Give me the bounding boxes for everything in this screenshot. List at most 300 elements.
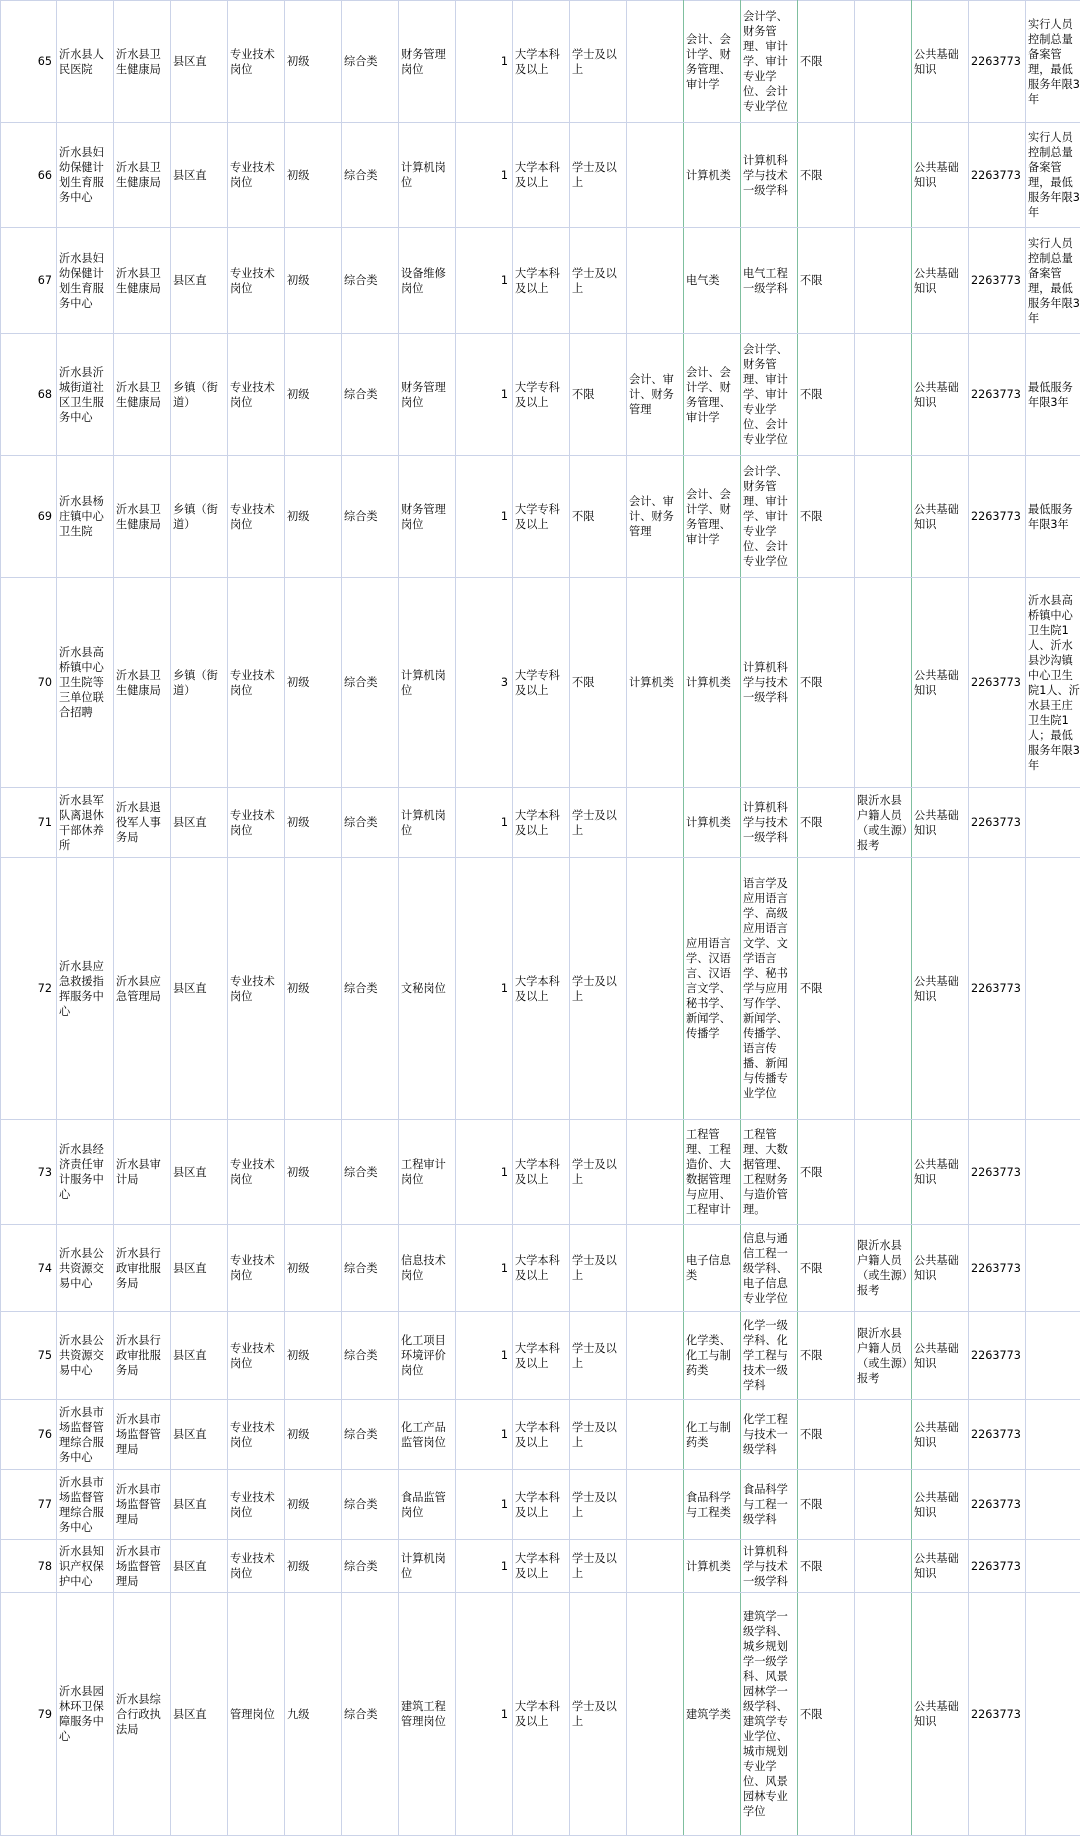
- hire-count-cell: 1: [456, 1225, 513, 1312]
- unit-level-cell: 县区直: [171, 1540, 228, 1593]
- post-category-cell: 专业技术岗位: [228, 123, 285, 228]
- degree-requirement-cell: 学士及以上: [570, 1470, 627, 1540]
- exam-subject-cell: 公共基础知识: [912, 334, 969, 456]
- degree-requirement-cell: 不限: [570, 578, 627, 788]
- post-name-cell: 工程审计岗位: [399, 1120, 456, 1225]
- exam-subject-cell: 公共基础知识: [912, 1312, 969, 1400]
- hire-count-cell: 1: [456, 788, 513, 858]
- major-master-cell: 会计学、财务管理、审计学、审计专业学位、会计专业学位: [741, 456, 798, 578]
- row-number-cell: 77: [1, 1470, 57, 1540]
- exam-subject-cell: 公共基础知识: [912, 1, 969, 123]
- major-junior-college-cell: [627, 1593, 684, 1836]
- major-bachelor-cell: 会计、会计学、财务管理、审计学: [684, 456, 741, 578]
- degree-requirement-cell: 不限: [570, 456, 627, 578]
- hire-count-cell: 1: [456, 1593, 513, 1836]
- major-master-cell: 食品科学与工程一级学科: [741, 1470, 798, 1540]
- post-grade-cell: 初级: [285, 1225, 342, 1312]
- degree-requirement-cell: 学士及以上: [570, 123, 627, 228]
- supervising-dept-cell: 沂水县卫生健康局: [114, 334, 171, 456]
- hiring-unit-cell: 沂水县知识产权保护中心: [57, 1540, 114, 1593]
- residency-requirement-cell: [855, 578, 912, 788]
- exam-subject-cell: 公共基础知识: [912, 456, 969, 578]
- degree-requirement-cell: 学士及以上: [570, 1312, 627, 1400]
- post-type-cell: 综合类: [342, 1120, 399, 1225]
- contact-phone-cell: 2263773: [969, 1225, 1026, 1312]
- degree-requirement-cell: 学士及以上: [570, 1120, 627, 1225]
- unit-level-cell: 乡镇（街道）: [171, 578, 228, 788]
- hiring-unit-cell: 沂水县杨庄镇中心卫生院: [57, 456, 114, 578]
- major-junior-college-cell: [627, 1225, 684, 1312]
- row-number-cell: 75: [1, 1312, 57, 1400]
- residency-requirement-cell: [855, 1120, 912, 1225]
- contact-phone-cell: 2263773: [969, 228, 1026, 334]
- table-row: [1, 1225, 1080, 1312]
- table-row: [1, 1593, 1080, 1836]
- major-junior-college-cell: [627, 1120, 684, 1225]
- exam-subject-cell: 公共基础知识: [912, 1400, 969, 1470]
- hire-count-cell: 1: [456, 1400, 513, 1470]
- hiring-unit-cell: 沂水县公共资源交易中心: [57, 1225, 114, 1312]
- exam-subject-cell: 公共基础知识: [912, 788, 969, 858]
- major-bachelor-cell: 化学类、化工与制药类: [684, 1312, 741, 1400]
- major-master-cell: 会计学、财务管理、审计学、审计专业学位、会计专业学位: [741, 1, 798, 123]
- contact-phone-cell: 2263773: [969, 578, 1026, 788]
- residency-requirement-cell: 限沂水县户籍人员（或生源）报考: [855, 1312, 912, 1400]
- hire-count-cell: 1: [456, 123, 513, 228]
- major-bachelor-cell: 会计、会计学、财务管理、审计学: [684, 1, 741, 123]
- hiring-unit-cell: 沂水县应急救援指挥服务中心: [57, 858, 114, 1120]
- supervising-dept-cell: 沂水县卫生健康局: [114, 228, 171, 334]
- remarks-cell: [1026, 788, 1080, 858]
- supervising-dept-cell: 沂水县审计局: [114, 1120, 171, 1225]
- major-junior-college-cell: [627, 1312, 684, 1400]
- hire-count-cell: 1: [456, 1540, 513, 1593]
- remarks-cell: [1026, 1312, 1080, 1400]
- post-grade-cell: 初级: [285, 1120, 342, 1225]
- hiring-unit-cell: 沂水县妇幼保健计划生育服务中心: [57, 228, 114, 334]
- remarks-cell: 实行人员控制总量备案管理，最低服务年限3年: [1026, 123, 1080, 228]
- table-row: [1, 228, 1080, 334]
- unit-level-cell: 乡镇（街道）: [171, 334, 228, 456]
- post-grade-cell: 初级: [285, 123, 342, 228]
- residency-requirement-cell: [855, 334, 912, 456]
- post-grade-cell: 初级: [285, 1, 342, 123]
- supervising-dept-cell: 沂水县卫生健康局: [114, 1, 171, 123]
- exam-subject-cell: 公共基础知识: [912, 1120, 969, 1225]
- other-requirement-cell: 不限: [798, 228, 855, 334]
- post-type-cell: 综合类: [342, 858, 399, 1120]
- major-junior-college-cell: [627, 788, 684, 858]
- remarks-cell: [1026, 858, 1080, 1120]
- post-category-cell: 专业技术岗位: [228, 456, 285, 578]
- major-bachelor-cell: 会计、会计学、财务管理、审计学: [684, 334, 741, 456]
- table-body: [1, 1, 1080, 1836]
- education-requirement-cell: 大学本科及以上: [513, 1400, 570, 1470]
- supervising-dept-cell: 沂水县市场监督管理局: [114, 1470, 171, 1540]
- post-category-cell: 专业技术岗位: [228, 1540, 285, 1593]
- education-requirement-cell: 大学本科及以上: [513, 1540, 570, 1593]
- hiring-unit-cell: 沂水县园林环卫保障服务中心: [57, 1593, 114, 1836]
- post-type-cell: 综合类: [342, 1470, 399, 1540]
- row-number-cell: 65: [1, 1, 57, 123]
- post-grade-cell: 初级: [285, 858, 342, 1120]
- degree-requirement-cell: 不限: [570, 334, 627, 456]
- major-bachelor-cell: 电子信息类: [684, 1225, 741, 1312]
- unit-level-cell: 县区直: [171, 788, 228, 858]
- other-requirement-cell: 不限: [798, 788, 855, 858]
- hire-count-cell: 1: [456, 858, 513, 1120]
- supervising-dept-cell: 沂水县综合行政执法局: [114, 1593, 171, 1836]
- other-requirement-cell: 不限: [798, 334, 855, 456]
- major-bachelor-cell: 计算机类: [684, 788, 741, 858]
- contact-phone-cell: 2263773: [969, 1120, 1026, 1225]
- unit-level-cell: 乡镇（街道）: [171, 456, 228, 578]
- education-requirement-cell: 大学本科及以上: [513, 1593, 570, 1836]
- education-requirement-cell: 大学本科及以上: [513, 228, 570, 334]
- major-master-cell: 语言学及应用语言学、高级应用语言文学、文学语言学、秘书学与应用写作学、新闻学、传播学、语言传播、新闻与传播专业学位: [741, 858, 798, 1120]
- major-bachelor-cell: 工程管理、工程造价、大数据管理与应用、工程审计: [684, 1120, 741, 1225]
- post-category-cell: 专业技术岗位: [228, 1, 285, 123]
- table-row: [1, 578, 1080, 788]
- unit-level-cell: 县区直: [171, 228, 228, 334]
- exam-subject-cell: 公共基础知识: [912, 858, 969, 1120]
- hiring-unit-cell: 沂水县市场监督管理综合服务中心: [57, 1470, 114, 1540]
- post-type-cell: 综合类: [342, 123, 399, 228]
- degree-requirement-cell: 学士及以上: [570, 1400, 627, 1470]
- remarks-cell: 沂水县高桥镇中心卫生院1人、沂水县沙沟镇中心卫生院1人、沂水县王庄卫生院1人；最低服务年限3年: [1026, 578, 1080, 788]
- row-number-cell: 68: [1, 334, 57, 456]
- major-bachelor-cell: 计算机类: [684, 123, 741, 228]
- post-name-cell: 食品监管岗位: [399, 1470, 456, 1540]
- major-junior-college-cell: [627, 1, 684, 123]
- residency-requirement-cell: [855, 123, 912, 228]
- residency-requirement-cell: [855, 1593, 912, 1836]
- unit-level-cell: 县区直: [171, 1593, 228, 1836]
- exam-subject-cell: 公共基础知识: [912, 1593, 969, 1836]
- table-row: [1, 858, 1080, 1120]
- education-requirement-cell: 大学本科及以上: [513, 1470, 570, 1540]
- residency-requirement-cell: 限沂水县户籍人员（或生源）报考: [855, 788, 912, 858]
- other-requirement-cell: 不限: [798, 1312, 855, 1400]
- table-row: [1, 788, 1080, 858]
- residency-requirement-cell: [855, 858, 912, 1120]
- other-requirement-cell: 不限: [798, 1, 855, 123]
- major-junior-college-cell: 计算机类: [627, 578, 684, 788]
- major-master-cell: 计算机科学与技术一级学科: [741, 123, 798, 228]
- hire-count-cell: 1: [456, 1312, 513, 1400]
- post-type-cell: 综合类: [342, 1593, 399, 1836]
- degree-requirement-cell: 学士及以上: [570, 1540, 627, 1593]
- degree-requirement-cell: 学士及以上: [570, 788, 627, 858]
- major-master-cell: 计算机科学与技术一级学科: [741, 578, 798, 788]
- unit-level-cell: 县区直: [171, 1312, 228, 1400]
- other-requirement-cell: 不限: [798, 123, 855, 228]
- contact-phone-cell: 2263773: [969, 858, 1026, 1120]
- post-type-cell: 综合类: [342, 1540, 399, 1593]
- post-type-cell: 综合类: [342, 788, 399, 858]
- other-requirement-cell: 不限: [798, 1593, 855, 1836]
- contact-phone-cell: 2263773: [969, 1400, 1026, 1470]
- major-junior-college-cell: 会计、审计、财务管理: [627, 456, 684, 578]
- remarks-cell: [1026, 1470, 1080, 1540]
- hire-count-cell: 3: [456, 578, 513, 788]
- major-bachelor-cell: 计算机类: [684, 1540, 741, 1593]
- unit-level-cell: 县区直: [171, 1470, 228, 1540]
- hire-count-cell: 1: [456, 1120, 513, 1225]
- post-category-cell: 专业技术岗位: [228, 578, 285, 788]
- hire-count-cell: 1: [456, 1470, 513, 1540]
- supervising-dept-cell: 沂水县应急管理局: [114, 858, 171, 1120]
- hiring-unit-cell: 沂水县人民医院: [57, 1, 114, 123]
- row-number-cell: 69: [1, 456, 57, 578]
- row-number-cell: 73: [1, 1120, 57, 1225]
- post-name-cell: 建筑工程管理岗位: [399, 1593, 456, 1836]
- remarks-cell: [1026, 1400, 1080, 1470]
- contact-phone-cell: 2263773: [969, 1540, 1026, 1593]
- remarks-cell: 实行人员控制总量备案管理，最低服务年限3年: [1026, 1, 1080, 123]
- other-requirement-cell: 不限: [798, 858, 855, 1120]
- major-master-cell: 化学一级学科、化学工程与技术一级学科: [741, 1312, 798, 1400]
- post-grade-cell: 九级: [285, 1593, 342, 1836]
- post-type-cell: 综合类: [342, 1225, 399, 1312]
- post-name-cell: 计算机岗位: [399, 788, 456, 858]
- post-category-cell: 专业技术岗位: [228, 1312, 285, 1400]
- major-junior-college-cell: 会计、审计、财务管理: [627, 334, 684, 456]
- post-name-cell: 计算机岗位: [399, 123, 456, 228]
- hiring-unit-cell: 沂水县高桥镇中心卫生院等三单位联合招聘: [57, 578, 114, 788]
- other-requirement-cell: 不限: [798, 578, 855, 788]
- table-row: [1, 1, 1080, 123]
- major-master-cell: 计算机科学与技术一级学科: [741, 1540, 798, 1593]
- remarks-cell: [1026, 1540, 1080, 1593]
- major-master-cell: 计算机科学与技术一级学科: [741, 788, 798, 858]
- post-category-cell: 管理岗位: [228, 1593, 285, 1836]
- other-requirement-cell: 不限: [798, 1400, 855, 1470]
- major-master-cell: 工程管理、大数据管理、工程财务与造价管理。: [741, 1120, 798, 1225]
- row-number-cell: 71: [1, 788, 57, 858]
- post-grade-cell: 初级: [285, 456, 342, 578]
- exam-subject-cell: 公共基础知识: [912, 1540, 969, 1593]
- other-requirement-cell: 不限: [798, 456, 855, 578]
- unit-level-cell: 县区直: [171, 123, 228, 228]
- hiring-unit-cell: 沂水县沂城街道社区卫生服务中心: [57, 334, 114, 456]
- contact-phone-cell: 2263773: [969, 1470, 1026, 1540]
- post-grade-cell: 初级: [285, 1400, 342, 1470]
- education-requirement-cell: 大学本科及以上: [513, 788, 570, 858]
- table-row: [1, 1120, 1080, 1225]
- post-grade-cell: 初级: [285, 578, 342, 788]
- major-junior-college-cell: [627, 228, 684, 334]
- major-junior-college-cell: [627, 123, 684, 228]
- post-category-cell: 专业技术岗位: [228, 1400, 285, 1470]
- hiring-unit-cell: 沂水县妇幼保健计划生育服务中心: [57, 123, 114, 228]
- row-number-cell: 67: [1, 228, 57, 334]
- major-junior-college-cell: [627, 1470, 684, 1540]
- unit-level-cell: 县区直: [171, 1225, 228, 1312]
- post-name-cell: 计算机岗位: [399, 578, 456, 788]
- unit-level-cell: 县区直: [171, 1400, 228, 1470]
- education-requirement-cell: 大学本科及以上: [513, 1120, 570, 1225]
- post-type-cell: 综合类: [342, 1312, 399, 1400]
- major-bachelor-cell: 食品科学与工程类: [684, 1470, 741, 1540]
- table-row: [1, 334, 1080, 456]
- post-grade-cell: 初级: [285, 788, 342, 858]
- supervising-dept-cell: 沂水县市场监督管理局: [114, 1540, 171, 1593]
- supervising-dept-cell: 沂水县卫生健康局: [114, 123, 171, 228]
- residency-requirement-cell: 限沂水县户籍人员（或生源）报考: [855, 1225, 912, 1312]
- unit-level-cell: 县区直: [171, 1120, 228, 1225]
- remarks-cell: 最低服务年限3年: [1026, 456, 1080, 578]
- major-bachelor-cell: 化工与制药类: [684, 1400, 741, 1470]
- contact-phone-cell: 2263773: [969, 334, 1026, 456]
- post-name-cell: 财务管理岗位: [399, 334, 456, 456]
- post-name-cell: 文秘岗位: [399, 858, 456, 1120]
- major-master-cell: 电气工程一级学科: [741, 228, 798, 334]
- exam-subject-cell: 公共基础知识: [912, 1225, 969, 1312]
- supervising-dept-cell: 沂水县市场监督管理局: [114, 1400, 171, 1470]
- degree-requirement-cell: 学士及以上: [570, 1225, 627, 1312]
- hire-count-cell: 1: [456, 334, 513, 456]
- major-bachelor-cell: 建筑学类: [684, 1593, 741, 1836]
- education-requirement-cell: 大学本科及以上: [513, 1, 570, 123]
- major-master-cell: 建筑学一级学科、城乡规划学一级学科、风景园林学一级学科、建筑学专业学位、城市规划专业学位、风景园林专业学位: [741, 1593, 798, 1836]
- remarks-cell: [1026, 1120, 1080, 1225]
- hiring-unit-cell: 沂水县公共资源交易中心: [57, 1312, 114, 1400]
- table-row: [1, 123, 1080, 228]
- other-requirement-cell: 不限: [798, 1225, 855, 1312]
- exam-subject-cell: 公共基础知识: [912, 228, 969, 334]
- residency-requirement-cell: [855, 456, 912, 578]
- exam-subject-cell: 公共基础知识: [912, 1470, 969, 1540]
- major-master-cell: 化学工程与技术一级学科: [741, 1400, 798, 1470]
- post-type-cell: 综合类: [342, 1400, 399, 1470]
- post-category-cell: 专业技术岗位: [228, 334, 285, 456]
- table-row: [1, 1312, 1080, 1400]
- post-name-cell: 财务管理岗位: [399, 456, 456, 578]
- contact-phone-cell: 2263773: [969, 1, 1026, 123]
- post-name-cell: 信息技术岗位: [399, 1225, 456, 1312]
- supervising-dept-cell: 沂水县退役军人事务局: [114, 788, 171, 858]
- row-number-cell: 74: [1, 1225, 57, 1312]
- degree-requirement-cell: 学士及以上: [570, 228, 627, 334]
- supervising-dept-cell: 沂水县卫生健康局: [114, 578, 171, 788]
- post-category-cell: 专业技术岗位: [228, 788, 285, 858]
- exam-subject-cell: 公共基础知识: [912, 123, 969, 228]
- post-type-cell: 综合类: [342, 1, 399, 123]
- supervising-dept-cell: 沂水县行政审批服务局: [114, 1225, 171, 1312]
- unit-level-cell: 县区直: [171, 1, 228, 123]
- major-junior-college-cell: [627, 1400, 684, 1470]
- contact-phone-cell: 2263773: [969, 456, 1026, 578]
- degree-requirement-cell: 学士及以上: [570, 858, 627, 1120]
- other-requirement-cell: 不限: [798, 1120, 855, 1225]
- post-name-cell: 设备维修岗位: [399, 228, 456, 334]
- contact-phone-cell: 2263773: [969, 1312, 1026, 1400]
- post-grade-cell: 初级: [285, 1312, 342, 1400]
- table-row: [1, 1540, 1080, 1593]
- post-category-cell: 专业技术岗位: [228, 858, 285, 1120]
- post-name-cell: 财务管理岗位: [399, 1, 456, 123]
- hire-count-cell: 1: [456, 228, 513, 334]
- post-grade-cell: 初级: [285, 228, 342, 334]
- major-junior-college-cell: [627, 858, 684, 1120]
- degree-requirement-cell: 学士及以上: [570, 1, 627, 123]
- supervising-dept-cell: 沂水县行政审批服务局: [114, 1312, 171, 1400]
- post-category-cell: 专业技术岗位: [228, 1225, 285, 1312]
- post-name-cell: 化工项目环境评价岗位: [399, 1312, 456, 1400]
- remarks-cell: [1026, 1593, 1080, 1836]
- row-number-cell: 66: [1, 123, 57, 228]
- residency-requirement-cell: [855, 1540, 912, 1593]
- education-requirement-cell: 大学本科及以上: [513, 123, 570, 228]
- hire-count-cell: 1: [456, 456, 513, 578]
- education-requirement-cell: 大学本科及以上: [513, 858, 570, 1120]
- major-bachelor-cell: 电气类: [684, 228, 741, 334]
- major-junior-college-cell: [627, 1540, 684, 1593]
- contact-phone-cell: 2263773: [969, 788, 1026, 858]
- residency-requirement-cell: [855, 1470, 912, 1540]
- post-category-cell: 专业技术岗位: [228, 228, 285, 334]
- residency-requirement-cell: [855, 1400, 912, 1470]
- post-type-cell: 综合类: [342, 456, 399, 578]
- hiring-unit-cell: 沂水县市场监督管理综合服务中心: [57, 1400, 114, 1470]
- exam-subject-cell: 公共基础知识: [912, 578, 969, 788]
- remarks-cell: 最低服务年限3年: [1026, 334, 1080, 456]
- post-grade-cell: 初级: [285, 1470, 342, 1540]
- residency-requirement-cell: [855, 228, 912, 334]
- contact-phone-cell: 2263773: [969, 1593, 1026, 1836]
- post-category-cell: 专业技术岗位: [228, 1470, 285, 1540]
- table-row: [1, 1400, 1080, 1470]
- row-number-cell: 72: [1, 858, 57, 1120]
- table-row: [1, 456, 1080, 578]
- education-requirement-cell: 大学专科及以上: [513, 456, 570, 578]
- education-requirement-cell: 大学本科及以上: [513, 1312, 570, 1400]
- row-number-cell: 76: [1, 1400, 57, 1470]
- post-category-cell: 专业技术岗位: [228, 1120, 285, 1225]
- post-type-cell: 综合类: [342, 578, 399, 788]
- other-requirement-cell: 不限: [798, 1540, 855, 1593]
- remarks-cell: [1026, 1225, 1080, 1312]
- supervising-dept-cell: 沂水县卫生健康局: [114, 456, 171, 578]
- major-master-cell: 信息与通信工程一级学科、电子信息专业学位: [741, 1225, 798, 1312]
- hire-count-cell: 1: [456, 1, 513, 123]
- other-requirement-cell: 不限: [798, 1470, 855, 1540]
- table-row: [1, 1470, 1080, 1540]
- row-number-cell: 78: [1, 1540, 57, 1593]
- post-name-cell: 计算机岗位: [399, 1540, 456, 1593]
- education-requirement-cell: 大学本科及以上: [513, 1225, 570, 1312]
- degree-requirement-cell: 学士及以上: [570, 1593, 627, 1836]
- unit-level-cell: 县区直: [171, 858, 228, 1120]
- post-grade-cell: 初级: [285, 1540, 342, 1593]
- education-requirement-cell: 大学专科及以上: [513, 578, 570, 788]
- major-bachelor-cell: 应用语言学、汉语言、汉语言文学、秘书学、新闻学、传播学: [684, 858, 741, 1120]
- education-requirement-cell: 大学专科及以上: [513, 334, 570, 456]
- contact-phone-cell: 2263773: [969, 123, 1026, 228]
- row-number-cell: 70: [1, 578, 57, 788]
- row-number-cell: 79: [1, 1593, 57, 1836]
- hiring-unit-cell: 沂水县经济责任审计服务中心: [57, 1120, 114, 1225]
- remarks-cell: 实行人员控制总量备案管理，最低服务年限3年: [1026, 228, 1080, 334]
- post-type-cell: 综合类: [342, 228, 399, 334]
- major-master-cell: 会计学、财务管理、审计学、审计专业学位、会计专业学位: [741, 334, 798, 456]
- residency-requirement-cell: [855, 1, 912, 123]
- post-grade-cell: 初级: [285, 334, 342, 456]
- post-type-cell: 综合类: [342, 334, 399, 456]
- major-bachelor-cell: 计算机类: [684, 578, 741, 788]
- post-name-cell: 化工产品监管岗位: [399, 1400, 456, 1470]
